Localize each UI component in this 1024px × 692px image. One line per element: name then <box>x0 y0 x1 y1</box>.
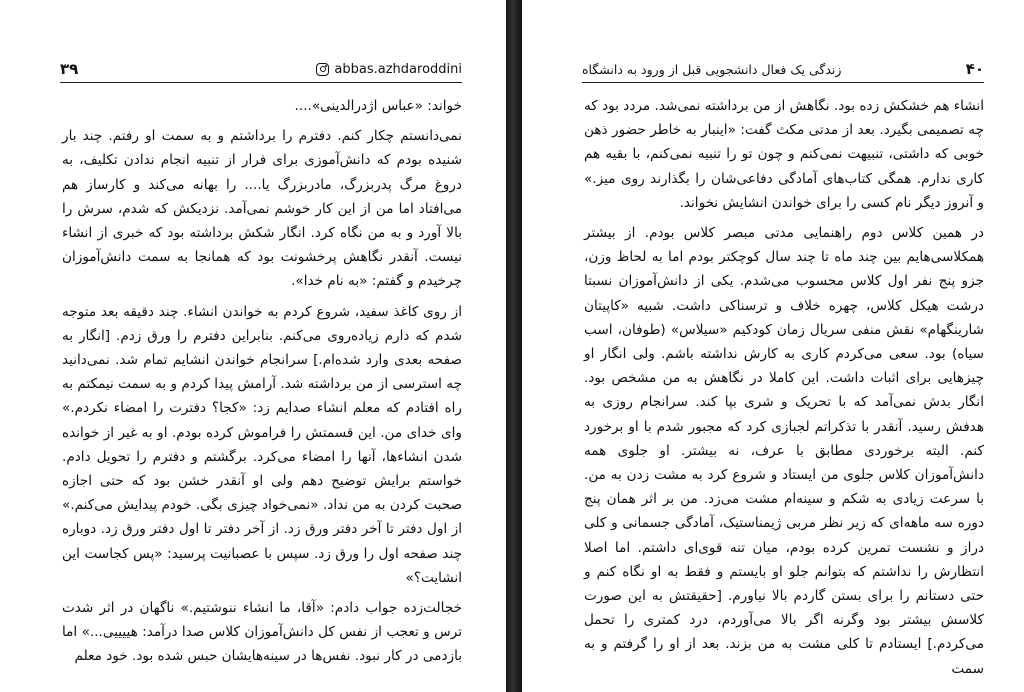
book-gutter <box>506 0 522 692</box>
paragraph: خجالت‌زده جواب دادم: «آقا، ما انشاء ننوشتیم.» ناگهان در اثر شدت ترس و تعجب از نفس کل دانش‌آموزان کلاس صدا درآمد: هییییی...» اما بازدمی در کار نبود. نفس‌ها در سینه‌هایشان حبس شده بود. خود معلم <box>62 600 462 665</box>
left-header-rule <box>60 82 462 83</box>
left-page <box>0 0 506 692</box>
right-page-body <box>584 94 984 687</box>
paragraph: انشاء هم خشکش زده بود. نگاهش از من برداشته نمی‌شد. مردد بود که چه تصمیمی بگیرد. بعد از مدتی مکث گفت: «اینبار به خاطر حضور ذهن خوبی که داشتی، تنبیهت نمی‌کنم و چون تو را تنبیه نمی‌کنم، با بقیه هم کاری ندارم. همگی کتاب‌های آمادگی دفاعی‌شان را بگذارند روی میز.» و آنروز دیگر نام کسی را برای خواندن انشایش نخواند. <box>584 98 984 211</box>
left-page-body <box>62 94 462 675</box>
right-page-header <box>582 58 984 80</box>
paragraph: از روی کاغذ سفید، شروع کردم به خواندن انشاء. چند دقیقه بعد متوجه شدم که دارم زیاده‌روی می‌کنم. بنابراین دفترم را ورق زدم. [انگار به صفحه بعدی وارد شده‌ام.] سرانجام خواندن انشایم تمام شد. نمی‌دانید چه استرسی از من برداشته شد. آرامش پیدا کردم و به سمت نیمکتم به راه افتادم که معلم انشاء صدایم زد: «کجا؟ دفترت را امضاء نکردم.» وای خدای من. این قسمتش را فراموش کرده بودم. او به غیر از خوانده شدن انشاءها، آنها را امضاء می‌کرد. برگشتم و دفترم را تحویل دادم. خواستم برایش توضیح دهم ولی او آنقدر خشن بود که حتی اجازه صحبت کردن به من نداد. «نمی‌خواد چیزی بگی. خودم پیدایش می‌کنم.» از اول دفتر تا آخر دفتر ورق زد. از آخر دفتر تا اول دفتر ورق زد. دوباره چند صفحه اول را ورق زد. سپس با عصبانیت پرسید: «پس کجاست این انشایت؟» <box>62 303 462 586</box>
author-handle <box>316 62 462 77</box>
right-header-rule <box>582 82 984 83</box>
left-page-header <box>60 58 462 80</box>
paragraph: خواند: «عباس اژدرالدینی».... <box>294 98 462 114</box>
left-page-number: ۳۹ <box>60 60 79 78</box>
instagram-handle-text: abbas.azhdaroddini <box>334 61 462 77</box>
paragraph: نمی‌دانستم چکار کنم. دفترم را برداشتم و به سمت او رفتم. چند بار شنیده بودم که دانش‌آموزی برای فرار از تنبیه انجام ندادن تکلیف، به دروغ مرگ پدربزرگ، مادربزرگ یا.... را بهانه می‌کند و کارساز هم می‌افتاد اما من از این کار خوشم نمی‌آمد. نزدیکش که شدم، سرش را بالا آورد و به من نگاه کرد. انگار شکش برداشته بود که خبری از انشاء نیست. آنقدر نگاهش پرخشونت بود که همانجا به سمت دانش‌آموزان چرخیدم و گفتم: «به نام خدا». <box>62 128 462 290</box>
paragraph: در همین کلاس دوم راهنمایی مدتی مبصر کلاس بودم. از بیشتر همکلاسی‌هایم بین چند ماه تا چند سال کوچکتر بودم اما به لحاظ وزن، جزو پنج نفر اول کلاس محسوب می‌شدم. یکی از دانش‌آموزان نسبتا درشت هیکل کلاس، چهره خلاف و ترسناکی داشت. شبیه «کاپیتان شارینگهام» نقش منفی سریال زمان کودکیم «سیلاس» (طوفان، اسب سیاه) بود. سعی می‌کردم کاری به کارش نداشته باشم. ولی انگار او چیزهایی برای اثبات داشت. این کاملا در نگاهش به من مشخص بود. انگار بدش نمی‌آمد که با تحریک و شری بپا کند. سرانجام روزی به هدفش رسید. آنقدر با تذکراتم لجبازی کرد که مجبور شدم با او برخورد کنم. البته برخوردی مطابق با عرف، نه بیشتر. او جلوی همه دانش‌آموزان کلاس جلوی من ایستاد و شروع کرد به مشت زدن به من. با سرعت زیادی به شکم و سینه‌ام مشت می‌زد. من بر اثر همان پنج دوره سه ماهه‌ای که زیر نظر مربی ژیمناستیک، آمادگی جسمانی و کلی دراز و نشست تمرین کرده بودم، میان تنه قوی‌ای داشتم. اما اصلا انتظارش را نداشتم که بتوانم جلو او بایستم و فقط به او نگاه کنم و حتی دستانم را برای بستن گاردم بالا نیاورم. [حقیقتش به این صورت کلاسش بیشتر بود وگرنه اگر بالا می‌آوردم، درد کمتری را تحمل می‌کردم.] ایستادم تا کلی مشت به من بزند. بعد از او را گرفتم و به سمت <box>584 225 984 677</box>
running-title: زندگی یک فعال دانشجویی قبل از ورود به دانشگاه <box>582 61 842 77</box>
instagram-icon <box>316 63 329 76</box>
right-page <box>522 0 1024 692</box>
right-page-number: ۴۰ <box>965 60 984 78</box>
